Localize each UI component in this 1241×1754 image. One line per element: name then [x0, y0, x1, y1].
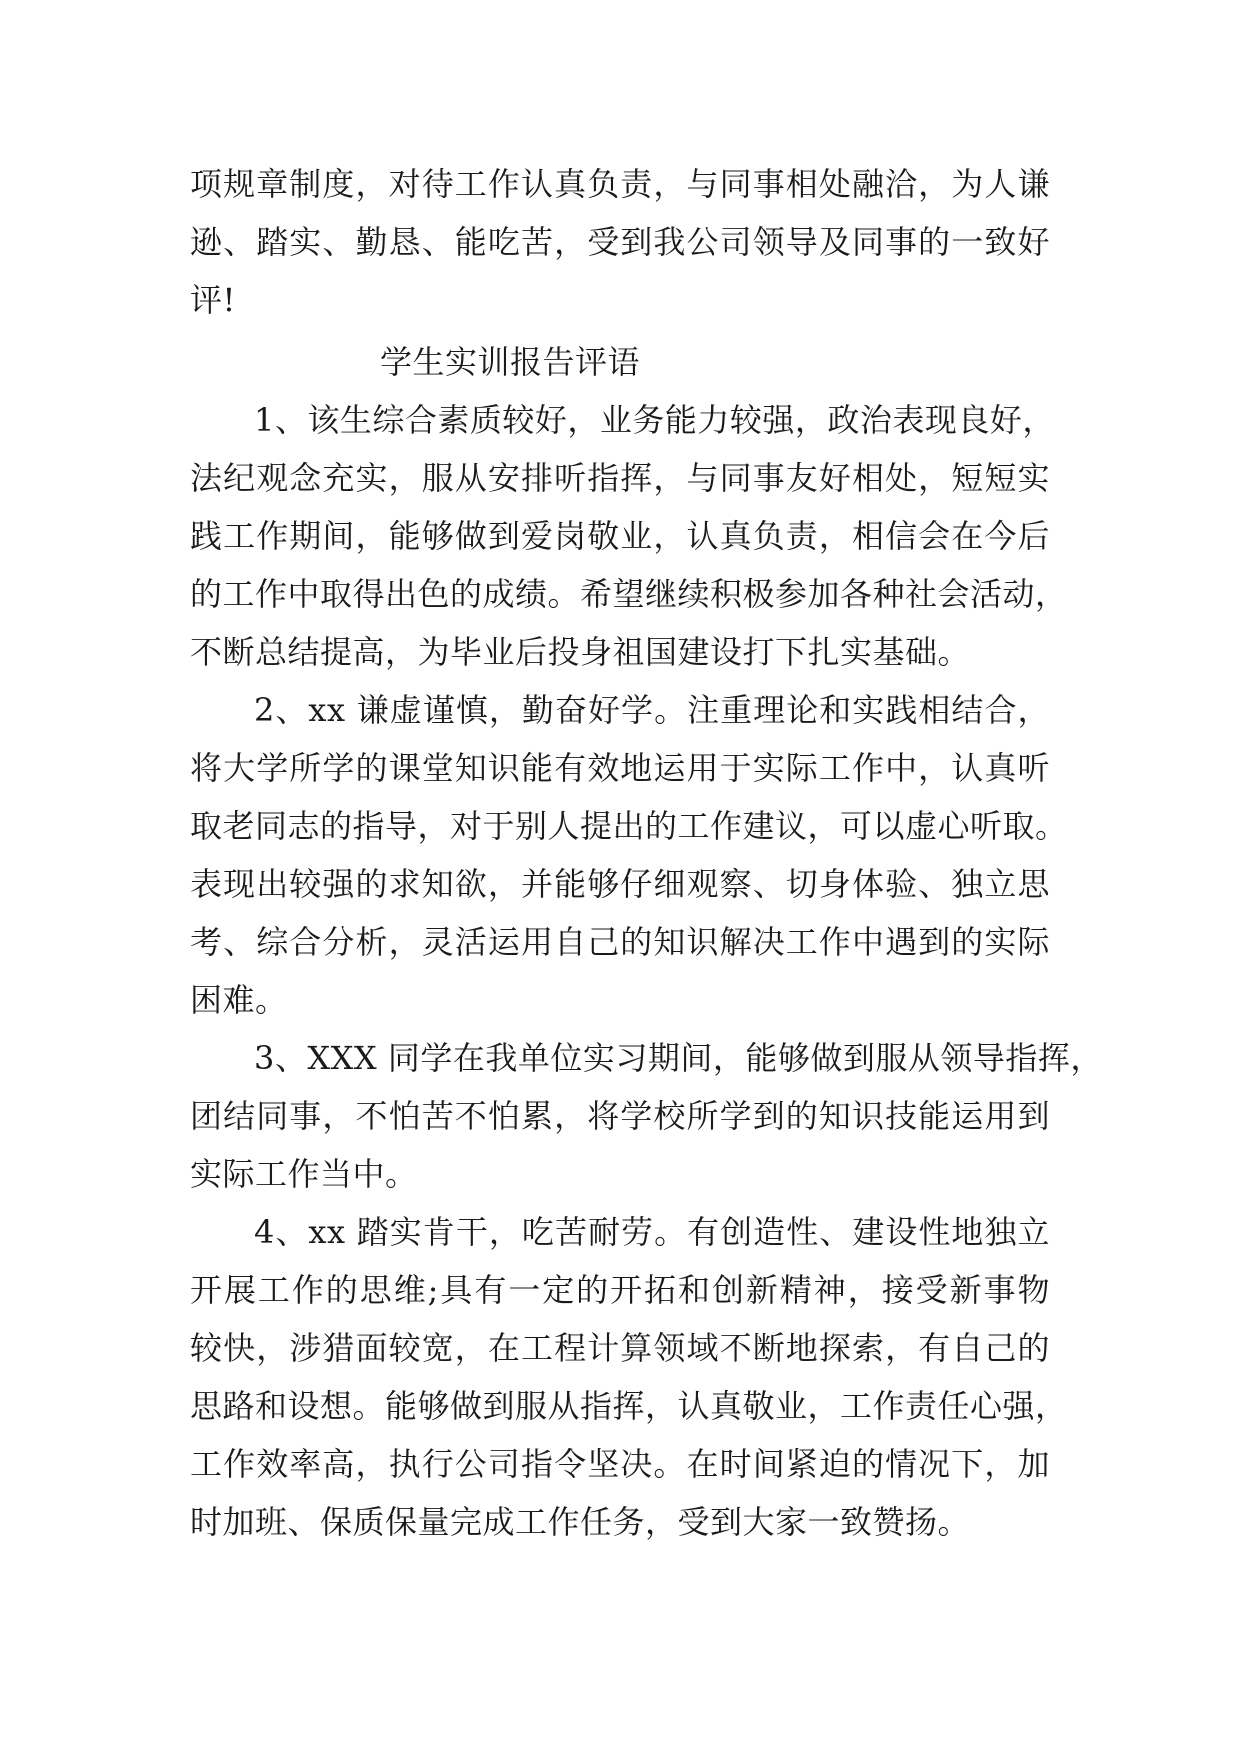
intro-line-1: 项规章制度，对待工作认真负责，与同事相处融洽，为人谦 — [190, 165, 1050, 203]
item4-line-3: 较快，涉猎面较宽，在工程计算领域不断地探索，有自己的 — [190, 1329, 1050, 1367]
item1-line-4: 的工作中取得出色的成绩。希望继续积极参加各种社会活动， — [190, 575, 1068, 613]
intro-line-3: 评! — [190, 281, 236, 319]
intro-line-2: 逊、踏实、勤恳、能吃苦，受到我公司领导及同事的一致好 — [190, 223, 1050, 261]
item1-line-3: 践工作期间，能够做到爱岗敬业，认真负责，相信会在今后 — [190, 517, 1050, 555]
section-title: 学生实训报告评语 — [380, 343, 641, 381]
item1-line-2: 法纪观念充实，服从安排听指挥，与同事友好相处，短短实 — [190, 459, 1050, 497]
item1-line-1: 1、该生综合素质较好，业务能力较强，政治表现良好， — [254, 401, 1055, 439]
item3-line-2: 团结同事，不怕苦不怕累，将学校所学到的知识技能运用到 — [190, 1097, 1050, 1135]
item4-line-6: 时加班、保质保量完成工作任务，受到大家一致赞扬。 — [190, 1503, 971, 1541]
item1-line-5: 不断总结提高，为毕业后投身祖国建设打下扎实基础。 — [190, 633, 971, 671]
item2-line-1: 2、xx 谦虚谨慎，勤奋好学。注重理论和实践相结合， — [254, 691, 1050, 729]
item2-line-4: 表现出较强的求知欲，并能够仔细观察、切身体验、独立思 — [190, 865, 1050, 903]
item2-line-2: 将大学所学的课堂知识能有效地运用于实际工作中，认真听 — [190, 749, 1050, 787]
item4-line-4: 思路和设想。能够做到服从指挥，认真敬业，工作责任心强， — [190, 1387, 1068, 1425]
item2-line-5: 考、综合分析，灵活运用自己的知识解决工作中遇到的实际 — [190, 923, 1050, 961]
item4-line-2: 开展工作的思维;具有一定的开拓和创新精神，接受新事物 — [190, 1271, 1050, 1309]
item3-line-1: 3、XXX 同学在我单位实习期间，能够做到服从领导指挥， — [254, 1039, 1103, 1077]
item2-line-6: 困难。 — [190, 981, 288, 1019]
item4-line-1: 4、xx 踏实肯干，吃苦耐劳。有创造性、建设性地独立 — [254, 1213, 1050, 1251]
item3-line-3: 实际工作当中。 — [190, 1155, 418, 1193]
item4-line-5: 工作效率高，执行公司指令坚决。在时间紧迫的情况下，加 — [190, 1445, 1050, 1483]
item2-line-3: 取老同志的指导，对于别人提出的工作建议，可以虚心听取。 — [190, 807, 1068, 845]
